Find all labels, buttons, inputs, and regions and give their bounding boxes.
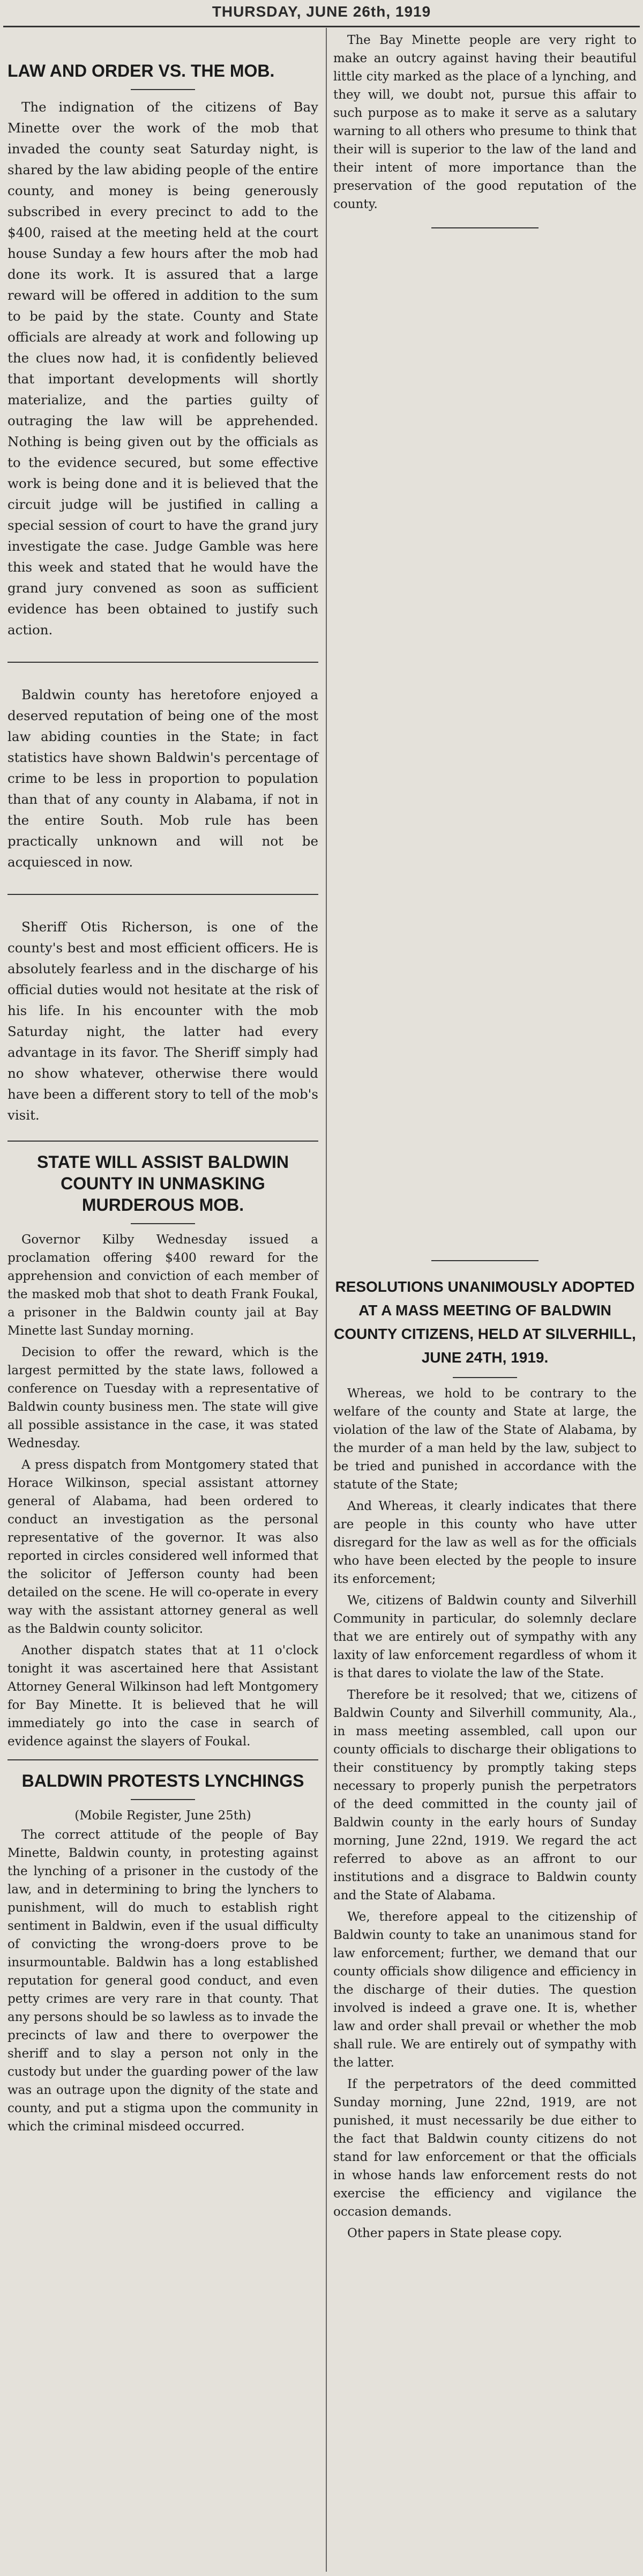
headline-resolutions: RESOLUTIONS UNANIMOUSLY ADOPTED AT A MASS MEETING OF BALDWIN COUNTY CITIZENS, HELD AT SILVERHILL, JUNE 24TH, 1919. [334, 1278, 636, 1366]
headline-dash [131, 1799, 195, 1800]
top-rule [3, 26, 640, 27]
section-rule [431, 227, 539, 228]
article-paragraph: A press dispatch from Montgomery stated that Horace Wilkinson, special assistant attorney general of Alabama, had been ordered to conduct an investigation as the personal representative of the governor. It was also reported in circles considered well informed that the solicitor of Jefferson county had been detailed on the scene. He will co-operate in every way with the assistant attorney general as well as the Baldwin county solicitor. [8, 1458, 318, 1636]
article-paragraph: Whereas, we hold to be contrary to the welfare of the county and State at large, the violation of the law of the State of Alabama, by the murder of a man held by the law, subject to be tried and punished in accordance with the statute of the State; [333, 1387, 637, 1492]
right-column-lower [333, 1260, 637, 2246]
headline-dash [131, 1223, 195, 1224]
article-paragraph: Sheriff Otis Richerson, is one of the county's best and most efficient officers. He is absolutely fearless and in the discharge of his official duties would not hesitate at the risk of his life. In his encounter with the mob Saturday night, the latter had every advantage in its favor. The Sheriff simply had no show whatever, otherwise there would have been a different story to tell of the mob's visit. [8, 919, 318, 1123]
article-paragraph: If the perpetrators of the deed committed Sunday morning, June 22nd, 1919, are not punished, it must necessarily be due either to the fact that Baldwin county citizens do not stand for law enforcement or that the officials in whose hands law enforcement rests do not exercise the efficiency and vigilance the occasion demands. [333, 2077, 637, 2219]
editorial-sheriff-richerson [8, 916, 318, 1126]
article-paragraph: Other papers in State please copy. [347, 2226, 562, 2240]
article-paragraph: The correct attitude of the people of Bay Minette, Baldwin county, in protesting against the lynching of a prisoner in the custody of the law, and in determining to bring the lynchers to punishment, will do much to establish right sentiment in Baldwin, even if the usual difficulty of convicting the wrong-doers prove to be insurmountable. Baldwin has a long established reputation for general good conduct, and even petty crimes are very rare in that county. That any persons should be so lawless as to invade the precincts of law and there to overpower the sheriff and to slay a person not only in the custody but under the guarding power of the law was an outrage upon the dignity of the state and county, and put a stigma upon the community in which the criminal misdeed occurred. [8, 1828, 318, 2134]
article-paragraph: Another dispatch states that at 11 o'clock tonight it was ascertained here that Assistant Attorney General Wilkinson had left Montgomery for Bay Minette. It is believed that he will immediately go into the case in search of evidence against the slayers of Foukal. [8, 1644, 318, 1749]
article-paragraph: We, citizens of Baldwin county and Silverhill Community in particular, do solemnly declare that we are entirely out of sympathy with any laxity of law enforcement regardless of whom it is that dares to violate the law of the State. [333, 1594, 637, 1681]
section-rule [431, 1260, 539, 1261]
article-paragraph: The Bay Minette people are very right to make an outcry against having their beautiful little city marked as the place of a lynching, and they will, we doubt not, pursue this affair to such purpose as to make it serve as a salutary warning to all others who presume to think that their will is superior to the law of the land and their intent of more importance than the preservation of the good reputation of the county. [333, 33, 637, 211]
article-credit: (Mobile Register, June 25th) [74, 1809, 251, 1823]
section-rule [8, 894, 318, 895]
article-paragraph: Therefore be it resolved; that we, citizens of Baldwin County and Silverhill community, Ala., in mass meeting assembled, call upon our county officials to discharge their obligations to their constituency by promptly taking steps necessary to properly punish the perpetrators of the deed committed in the county jail of Baldwin county in the early hours of Sunday morning, June 22nd, 1919. We regard the act referred to above as an affront to our institutions and a disgrace to Baldwin county and the State of Alabama. [333, 1688, 637, 1903]
section-rule [8, 662, 318, 663]
article-resolutions [333, 1275, 637, 2242]
headline-state-will-assist: STATE WILL ASSIST BALDWIN COUNTY IN UNMASKING MURDEROUS MOB. [37, 1152, 289, 1215]
dateline: THURSDAY, JUNE 26th, 1919 [212, 3, 431, 20]
article-paragraph: We, therefore appeal to the citizenship of Baldwin county to take an unanimous stand for law enforcement; further, we demand that our county officials show diligence and efficiency in the discharge of their duties. The question involved is indeed a grave one. It is, whether law and order shall prevail or whether the mob shall rule. We are entirely out of sympathy with the latter. [333, 1910, 637, 2070]
headline-baldwin-protests: BALDWIN PROTESTS LYNCHINGS [21, 1771, 304, 1790]
headline-law-and-order: LAW AND ORDER VS. THE MOB. [8, 61, 275, 80]
left-column [8, 32, 318, 2139]
headline-dash [453, 1377, 517, 1378]
right-column [333, 31, 637, 242]
headline-dash [131, 89, 195, 90]
section-rule [8, 1759, 318, 1760]
article-law-and-order [8, 60, 318, 640]
article-state-will-assist [8, 1151, 318, 1751]
article-continuation [333, 31, 637, 213]
article-paragraph: Governor Kilby Wednesday issued a proclamation offering $400 reward for the apprehension and conviction of each member of the masked mob that shot to death Frank Foukal, a prisoner in the Baldwin county jail at Bay Minette last Sunday morning. [8, 1233, 318, 1338]
editorial-baldwin-reputation [8, 684, 318, 872]
article-paragraph: Decision to offer the reward, which is the largest permitted by the state laws, followed a conference on Tuesday with a representative of Baldwin county business men. The state will give all possible assistance in the case, it was stated Wednesday. [8, 1345, 318, 1450]
column-divider [326, 28, 327, 2572]
article-baldwin-protests [8, 1770, 318, 2136]
article-paragraph: The indignation of the citizens of Bay Minette over the work of the mob that invaded the county seat Saturday night, is shared by the law abiding people of the entire county, and money is being generously subscribed in every precinct to add to the $400, raised at the meeting held at the court house Sunday a few hours after the mob had done its work. It is assured that a large reward will be offered in addition to the sum to be paid by the state. County and State officials are already at work and following up the clues now had, it is confidently believed that important developments will shortly materialize, and the parties guilty of outraging the law will be apprehended. Nothing is being given out by the officials as to the evidence secured, but some effective work is being done and it is believed that the circuit judge will be justified in calling a special session of court to have the grand jury investigate the case. Judge Gamble was here this week and stated that he would have the grand jury convened as soon as sufficient evidence has been obtained to justify such action. [8, 99, 318, 638]
article-paragraph: Baldwin county has heretofore enjoyed a deserved reputation of being one of the most law abiding counties in the State; in fact statistics have shown Baldwin's percentage of crime to be less in proportion to population than that of any county in Alabama, if not in the entire South. Mob rule has been practically unknown and will not be acquiesced in now. [8, 687, 318, 870]
article-paragraph: And Whereas, it clearly indicates that there are people in this county who have utter disregard for the law as well as for the officials who have been elected by the people to insure its enforcement; [333, 1499, 637, 1586]
section-rule [8, 1141, 318, 1142]
